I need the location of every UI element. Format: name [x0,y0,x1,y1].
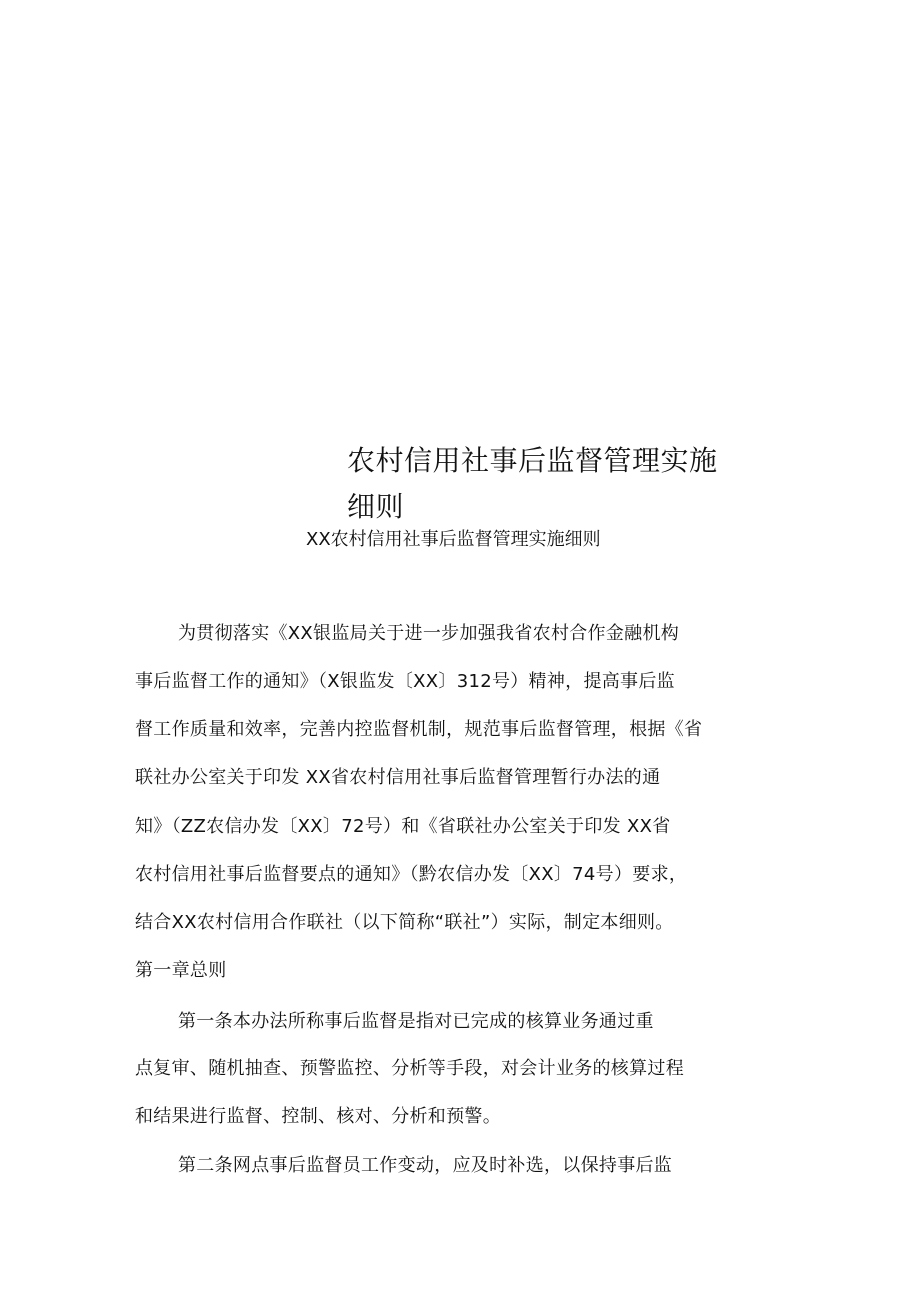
document-subtitle: XX农村信用社事后监督管理实施细则 [306,529,601,550]
body-line: 点复审、随机抽查、预警监控、分析等手段，对会计业务的核算过程 [135,1058,684,1079]
chapter-heading: 第一章总则 [135,960,227,981]
body-line: 事后监督工作的通知》（X银监发〔XX〕312号）精神，提高事后监 [135,671,675,692]
body-line: 知》（ZZ农信办发〔XX〕72号）和《省联社办公室关于印发 XX省 [135,816,671,837]
body-line: 第二条网点事后监督员工作变动，应及时补选，以保持事后监 [178,1155,673,1176]
body-line: 和结果进行监督、控制、核对、分析和预警。 [135,1106,501,1127]
body-line: 结合XX农村信用合作联社（以下简称“联社”）实际，制定本细则。 [135,912,674,933]
body-line: 督工作质量和效率，完善内控监督机制，规范事后监督管理，根据《省 [135,719,703,740]
body-line: 农村信用社事后监督要点的通知》（黔农信办发〔XX〕74号）要求， [135,864,688,885]
body-line: 第一条本办法所称事后监督是指对已完成的核算业务通过重 [178,1011,654,1032]
document-title-line-2: 细则 [347,490,405,523]
document-title-line-1: 农村信用社事后监督管理实施 [347,444,718,477]
body-line: 为贯彻落实《XX银监局关于进一步加强我省农村合作金融机构 [178,623,680,644]
body-line: 联社办公室关于印发 XX省农村信用社事后监督管理暂行办法的通 [135,767,661,788]
